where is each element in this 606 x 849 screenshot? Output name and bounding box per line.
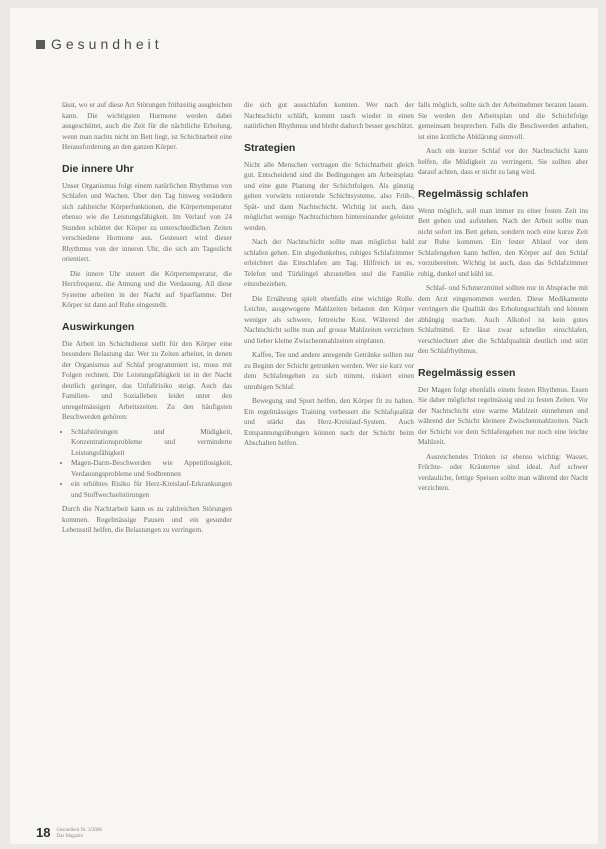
list-item: • ein erhöhtes Risiko für Herz-Kreislauf-Erkrankungen und Stoffwechselstörungen [71,479,232,500]
list-item: • Magen-Darm-Beschwerden wie Appetitlosigkeit, Verdauungsprobleme und Sodbrennen [71,458,232,479]
footer-meta-line: Das Magazin [56,834,83,839]
paragraph: Durch die Nachtarbeit kann es zu zahlreichen Störungen kommen. Regelmässige Pausen und ein gesunder Lebensstil helfen, die Belastungen zu verringern. [62,505,232,534]
footer-meta [56,828,101,840]
footer-meta-line: Gesundheit Nr. 3/2008 [56,828,102,833]
paragraph: Die Ernährung spielt ebenfalls eine wichtige Rolle. Leichte, ausgewogene Mahlzeiten belasten den Körper weniger als schwere, fettreiche Kost. Während der Nachtschicht sollte man auf grosse Mahlzeiten verzichten und lieber kleine Zwischenmahlzeiten einplanen. [244,294,414,345]
section-title: Gesundheit [51,36,163,52]
column-2 [244,100,414,453]
heading-innere-uhr: Die innere Uhr [62,162,134,175]
paragraph: Bewegung und Sport helfen, den Körper fit zu halten. Ein regelmässiges Training verbessert die Schlafqualität und stärkt das Herz-Kreislauf-System. Auch Entspannungsübungen können nach der Schicht beim Abschalten helfen. [244,397,414,447]
page-footer [36,826,102,840]
paragraph: Schlaf- und Schmerzmittel sollten nur in Absprache mit dem Arzt eingenommen werden. Diese Medikamente verringern die Qualität des Erholungsschlafs und können abhängig machen. Auch Alkohol ist kein gutes Schlafmittel. Er lässt zwar schneller einschlafen, verschlechtert aber die Schlafqualität deutlich und stört den Schlafrhythmus. [418,284,588,355]
column-3 [418,100,588,498]
magazine-page [10,8,598,844]
column-1 [62,100,232,540]
paragraph: Nicht alle Menschen vertragen die Schichtarbeit gleich gut. Entscheidend sind die Bedingungen am Arbeitsplatz und eine gute Planung der Schichtfolgen. Als günstig gelten vorwärts rotierende Schichtsysteme, also Früh-, Spät- und dann Nachtschicht. Wichtig ist auch, dass möglichst wenige Nachtschichten hintereinander geleistet werden. [244,160,414,232]
list-item: • Schlafstörungen und Müdigkeit, Konzentrationsprobleme und verminderte Leistungsfähigkeit [71,427,232,459]
heading-auswirkungen: Auswirkungen [62,320,135,333]
paragraph: Auch ein kurzer Schlaf vor der Nachtschicht kann helfen, die Müdigkeit zu verringern. Sie sollten aber darauf achten, dass er nicht zu lang wird. [418,147,588,176]
section-square-icon [36,40,45,49]
paragraph: die sich gut ausschlafen konnten. Wer nach der Nachtschicht schläft, kommt rasch wieder in einen natürlichen Rhythmus und bleibt dadurch besser geschützt. [244,101,414,130]
heading-strategien: Strategien [244,141,296,154]
paragraph: Die Arbeit im Schichtdienst stellt für den Körper eine besondere Belastung dar. Wer zu Zeiten arbeitet, in denen der Organismus auf Schlaf programmiert ist, muss mit Folgen rechnen. Die Leistungsfähigkeit ist in der Nacht deutlich geringer, das Unfallrisiko steigt. Auch das Familien- und Sozialleben leidet unter den unregelmässigen Arbeitszeiten. Zu den häufigsten Beschwerden gehören: [62,339,232,421]
section-header [36,36,163,52]
paragraph: Wenn möglich, soll man immer zu einer festen Zeit ins Bett gehen und aufstehen. Nach der Arbeit sollte man nicht sofort ins Bett gehen, sondern noch eine kurze Zeit zur Ruhe kommen. Ein fester Ablauf vor dem Schlafengehen kann helfen, den Körper auf den Schlaf vorzubereiten. Wichtig ist auch, dass das Schlafzimmer ruhig, dunkel und kühl ist. [418,206,588,278]
heading-regelmaessig-essen: Regelmässig essen [418,366,516,379]
paragraph: Unser Organismus folgt einem natürlichen Rhythmus von Schlafen und Wachen. Über den Tag hinweg verändern sich zahlreiche Körperfunktionen, die Körpertemperatur ebenso wie die Leistungsfähigkeit. Im Verlauf von 24 Stunden schüttet der Körper zu unterschiedlichen Zeiten verschiedene Hormone aus. Gesteuert wird dieser Rhythmus von der inneren Uhr, die sich am Tageslicht orientiert. [62,181,232,263]
paragraph: lässt, wo er auf diese Art Störungen frühzeitig ausgleichen kann. Die wichtigsten Hormone werden dabei ausgeschüttet, auch die Zeit für die nächtliche Erholung, wenn man nachts nicht im Bett liegt, ist Schichtarbeit eine Herausforderung an den ganzen Körper. [62,101,232,151]
paragraph: Die innere Uhr steuert die Körpertemperatur, die Herzfrequenz, die Atmung und die Verdauung. All diese Systeme arbeiten in der Nacht auf Sparflamme. Der Körper ist dann auf Ruhe eingestellt. [62,269,232,309]
heading-regelmaessig-schlafen: Regelmässig schlafen [418,187,529,200]
page-number: 18 [36,825,51,840]
paragraph: Der Magen folgt ebenfalls einem festen Rhythmus. Essen Sie daher möglichst regelmässig und zu festen Zeiten. Vor der Nachtschicht eine warme Mahlzeit einnehmen und während der Schicht kleinere Zwischenmahlzeiten. Nach der Schicht vor dem Schlafengehen nur noch eine leichte Mahlzeit. [418,385,588,446]
paragraph: Ausreichendes Trinken ist ebenso wichtig: Wasser, Früchte- oder Kräutertee sind ideal. Auf schwer verdauliche, fettige Speisen sollte man während der Nacht verzichten. [418,452,588,492]
paragraph: falls möglich, sollte sich der Arbeitnehmer beraten lassen. Sie werden den Arbeitsplan und die Schichtfolge gemeinsam besprechen. Falls die Beschwerden anhalten, ist eine ärztliche Abklärung sinnvoll. [418,101,588,141]
paragraph: Nach der Nachtschicht sollte man möglichst bald schlafen gehen. Ein abgedunkeltes, ruhiges Schlafzimmer erleichtert das Einschlafen am Tag. Hilfreich ist es, Telefon und Türklingel abzustellen und die Familie einzubeziehen. [244,238,414,288]
auswirkungen-list [62,427,232,501]
paragraph: Kaffee, Tee und andere anregende Getränke sollten nur zu Beginn der Schicht getrunken werden. Wer sie kurz vor dem Schlafengehen zu sich nimmt, riskiert einen unruhigen Schlaf. [244,351,414,391]
